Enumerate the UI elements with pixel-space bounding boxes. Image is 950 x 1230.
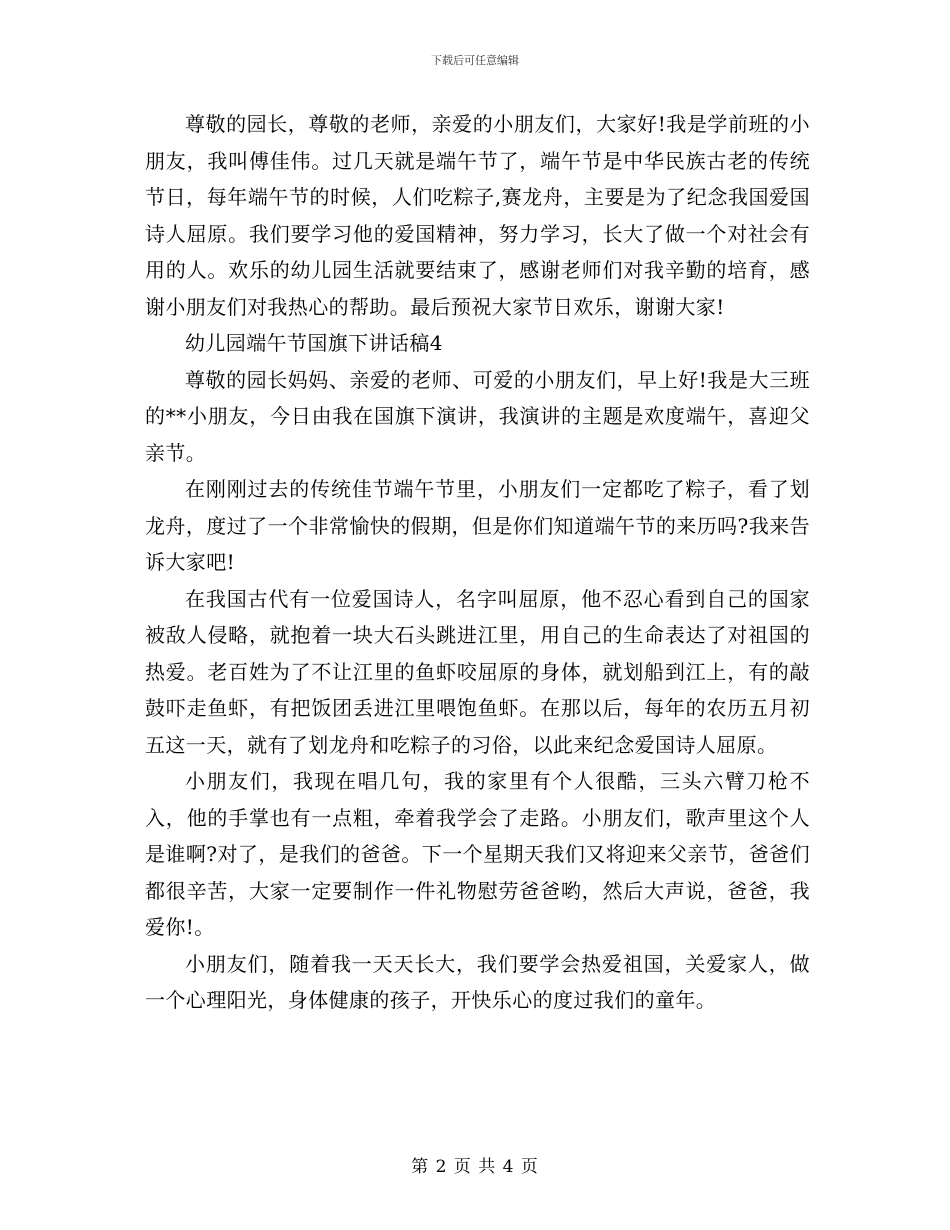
footer-middle: 页 共 xyxy=(453,1157,497,1177)
footer-prefix: 第 xyxy=(411,1157,430,1177)
paragraph-festival-origin-question: 在刚刚过去的传统佳节端午节里，小朋友们一定都吃了粽子，看了划龙舟，度过了一个非常愉快的假期，但是你们知道端午节的来历吗?我来告诉大家吧! xyxy=(145,477,810,574)
paragraph-fathers-day: 小朋友们，我现在唱几句，我的家里有个人很酷，三头六臂刀枪不入，他的手掌也有一点粗，牵着我学会了走路。小朋友们，歌声里这个人是谁啊?对了，是我们的爸爸。下一个星期天我们又将迎来父亲节，爸爸们都很辛苦，大家一定要制作一件礼物慰劳爸爸哟，然后大声说，爸爸，我爱你!。 xyxy=(145,769,810,939)
document-body xyxy=(145,106,810,1019)
footer-page-number: 2 xyxy=(435,1157,448,1177)
paragraph-greeting: 尊敬的园长妈妈、亲爱的老师、可爱的小朋友们，早上好!我是大三班的**小朋友，今日由我在国旗下演讲，我演讲的主题是欢度端午，喜迎父亲节。 xyxy=(145,367,810,465)
paragraph-qu-yuan-story: 在我国古代有一位爱国诗人，名字叫屈原，他不忍心看到自己的国家被敌人侵略，就抱着一块大石头跳进江里，用自己的生命表达了对祖国的热爱。老百姓为了不让江里的鱼虾咬屈原的身体，就划船到江上，有的敲鼓吓走鱼虾，有把饭团丢进江里喂饱鱼虾。在那以后，每年的农历五月初五这一天，就有了划龙舟和吃粽子的习俗，以此来纪念爱国诗人屈原。 xyxy=(145,586,810,757)
footer-total-pages: 4 xyxy=(502,1157,515,1177)
section-title-speech-4: 幼儿园端午节国旗下讲话稿4 xyxy=(185,331,443,355)
paragraph-speech-3: 尊敬的园长，尊敬的老师，亲爱的小朋友们，大家好!我是学前班的小朋友，我叫傅佳伟。过几天就是端午节了，端午节是中华民族古老的传统节日，每年端午节的时候，人们吃粽子,赛龙舟，主要是为了纪念我国爱国诗人屈原。我们要学习他的爱国精神，努力学习，长大了做一个对社会有用的人。欢乐的幼儿园生活就要结束了，感谢老师们对我辛勤的培育，感谢小朋友们对我热心的帮助。最后预祝大家节日欢乐，谢谢大家! xyxy=(145,112,810,319)
page-header-note: 下载后可任意编辑 xyxy=(431,54,519,67)
paragraph-closing: 小朋友们，随着我一天天长大，我们要学会热爱祖国，关爱家人，做一个心理阳光，身体健康的孩子，开快乐心的度过我们的童年。 xyxy=(145,951,810,1012)
footer-suffix: 页 xyxy=(520,1157,539,1177)
page-footer xyxy=(0,1152,950,1177)
